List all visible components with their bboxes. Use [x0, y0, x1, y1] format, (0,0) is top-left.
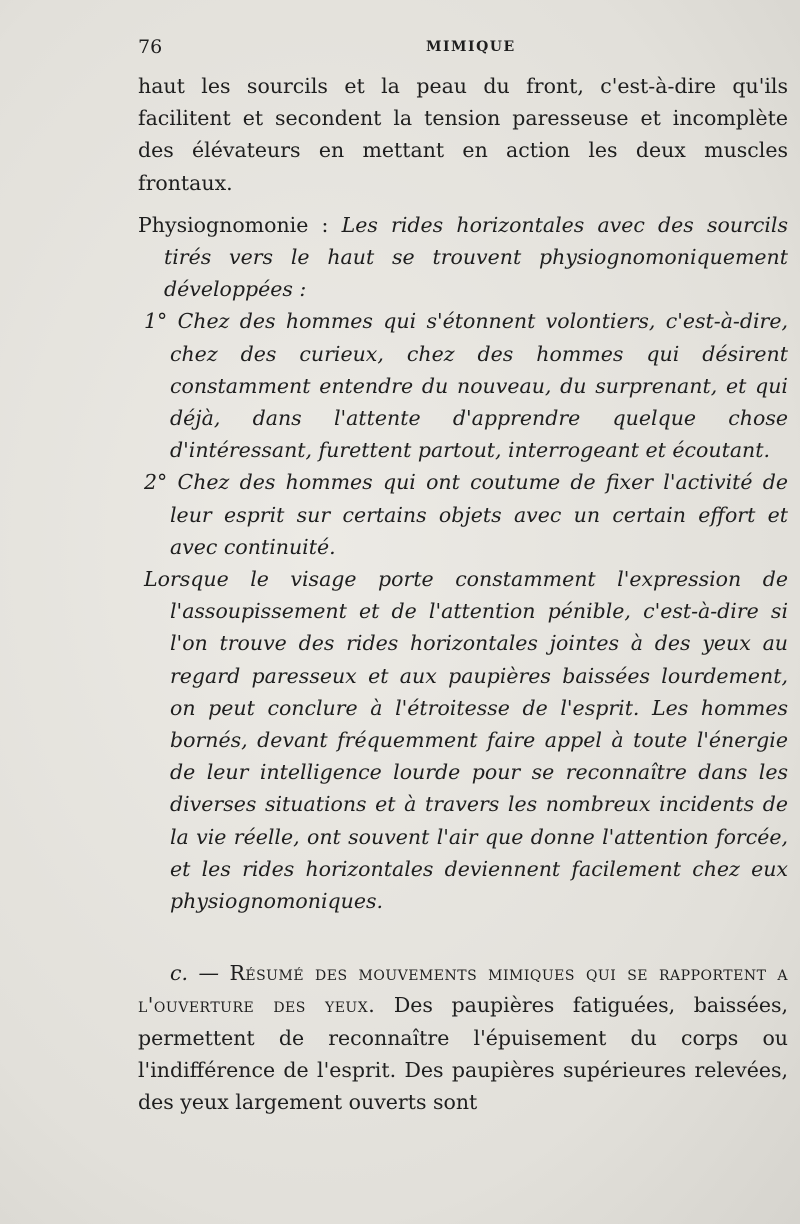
section-c [138, 957, 788, 1118]
paragraph-1: haut les sourcils et la peau du front, c'est-à-dire qu'ils facilitent et secondent la tension paresseuse et incomplète des élévateurs en mettant en action les deux muscles frontaux. [138, 74, 788, 195]
running-title: MIMIQUE [426, 39, 516, 55]
paragraph-5: Lorsque le visage porte constamment l'expression de l'assoupissement et de l'attention pénible, c'est-à-dire si l'on trouve des rides horizontales jointes à des yeux au regard paresseux et aux paupières baissées lourdement, on peut conclure à l'étroitesse de l'esprit. Les hommes bornés, devant fréquemment faire appel à toute l'énergie de leur intelligence lourde pour se reconnaître dans les diverses situations et à travers les nombreux incidents de la vie réelle, ont souvent l'air que donne l'attention forcée, et les rides horizontales deviennent facilement chez eux physiognomoniques. [144, 567, 788, 914]
body-text [138, 70, 788, 1118]
section-text: Des paupières fatiguées, baissées, permettent de reconnaître l'épuisement du corps ou l'indifférence de l'esprit. Des paupières supérieures relevées, des yeux largement ouverts sont [138, 993, 788, 1115]
page-number: 76 [138, 36, 163, 58]
physiognomonie-statement: Les rides horizontales avec des sourcils tirés vers le haut se trouvent physiognomoniquement développées : [164, 212, 788, 302]
running-head [138, 36, 778, 62]
paragraph-4: 2° Chez des hommes qui ont coutume de fixer l'activité de leur esprit sur certains objets avec un certain effort et avec continuité. [144, 470, 788, 559]
paragraph-3: 1° Chez des hommes qui s'étonnent volontiers, c'est-à-dire, chez des curieux, chez des hommes qui désirent constamment entendre du nouveau, du surprenant, et qui déjà, dans l'attente d'apprendre quelque chose d'intéressant, furettent partout, interrogeant et écoutant. [144, 309, 788, 463]
section-label: c. — [170, 961, 230, 986]
section-title: Résumé des mouvements mimiques qui se rapportent a l'ouverture des yeux. [138, 961, 788, 1018]
physiognomonie-lead: Physiognomonie : [138, 212, 342, 237]
paragraph-2 [138, 209, 788, 306]
